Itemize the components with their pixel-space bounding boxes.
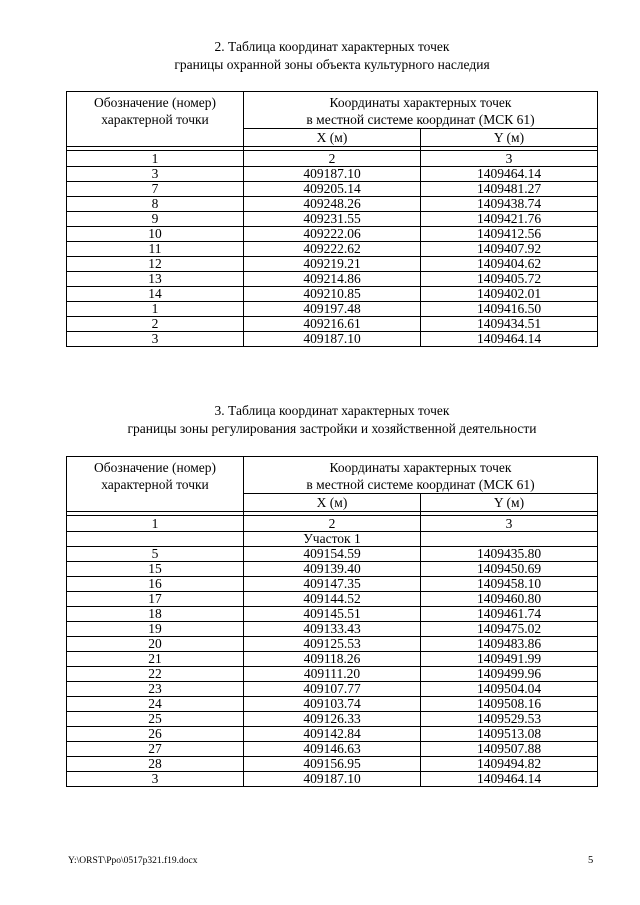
table-row — [67, 562, 598, 577]
x-coordinate-cell: 409187.10 — [244, 167, 421, 182]
header-coords-line2: в местной системе координат (МСК 61) — [306, 477, 535, 492]
table3-caption — [66, 402, 598, 438]
point-number-cell: 3 — [67, 772, 244, 787]
table-row — [67, 547, 598, 562]
y-coordinate-cell: 1409404.62 — [421, 257, 598, 272]
x-coordinate-cell: 409187.10 — [244, 332, 421, 347]
table3-section-row — [67, 532, 598, 547]
x-coordinate-cell: 409210.85 — [244, 287, 421, 302]
y-coordinate-cell: 1409529.53 — [421, 712, 598, 727]
x-coordinate-cell: 409107.77 — [244, 682, 421, 697]
x-coordinate-cell: 409146.63 — [244, 742, 421, 757]
numbering-cell: 3 — [421, 151, 598, 167]
point-number-cell: 24 — [67, 697, 244, 712]
table-row — [67, 317, 598, 332]
table-row — [67, 607, 598, 622]
point-number-cell: 3 — [67, 167, 244, 182]
point-number-cell: 26 — [67, 727, 244, 742]
y-coordinate-cell: 1409435.80 — [421, 547, 598, 562]
table2-caption-line1: 2. Таблица координат характерных точек — [214, 39, 450, 54]
header-col1-line1: Обозначение (номер) — [94, 460, 216, 475]
table-row — [67, 287, 598, 302]
table3-header-coordinates — [244, 457, 598, 494]
point-number-cell: 27 — [67, 742, 244, 757]
table-row — [67, 697, 598, 712]
x-coordinate-cell: 409145.51 — [244, 607, 421, 622]
table2-header-x: X (м) — [244, 129, 421, 147]
numbering-cell: 2 — [244, 516, 421, 532]
y-coordinate-cell: 1409508.16 — [421, 697, 598, 712]
numbering-cell: 2 — [244, 151, 421, 167]
point-number-cell: 2 — [67, 317, 244, 332]
table-row — [67, 242, 598, 257]
x-coordinate-cell: 409222.62 — [244, 242, 421, 257]
header-coords-line2: в местной системе координат (МСК 61) — [306, 112, 535, 127]
point-number-cell: 8 — [67, 197, 244, 212]
table-row — [67, 592, 598, 607]
table2-header-point-designation — [67, 92, 244, 147]
y-coordinate-cell: 1409507.88 — [421, 742, 598, 757]
table3-header-x: X (м) — [244, 494, 421, 512]
point-number-cell: 5 — [67, 547, 244, 562]
point-number-cell: 7 — [67, 182, 244, 197]
x-coordinate-cell: 409144.52 — [244, 592, 421, 607]
footer-page-number: 5 — [588, 855, 594, 866]
y-coordinate-cell: 1409402.01 — [421, 287, 598, 302]
x-coordinate-cell: 409214.86 — [244, 272, 421, 287]
section-empty-cell — [67, 532, 244, 547]
x-coordinate-cell: 409147.35 — [244, 577, 421, 592]
x-coordinate-cell: 409248.26 — [244, 197, 421, 212]
footer-file-path: Y:\ORST\Ppo\0517p321.f19.docx — [68, 856, 198, 866]
header-coords-line1: Координаты характерных точек — [329, 460, 512, 475]
point-number-cell: 20 — [67, 637, 244, 652]
point-number-cell: 23 — [67, 682, 244, 697]
y-coordinate-cell: 1409407.92 — [421, 242, 598, 257]
x-coordinate-cell: 409205.14 — [244, 182, 421, 197]
x-coordinate-cell: 409103.74 — [244, 697, 421, 712]
table-row — [67, 682, 598, 697]
point-number-cell: 3 — [67, 332, 244, 347]
numbering-cell: 1 — [67, 516, 244, 532]
table-row — [67, 772, 598, 787]
x-coordinate-cell: 409118.26 — [244, 652, 421, 667]
point-number-cell: 21 — [67, 652, 244, 667]
x-coordinate-cell: 409197.48 — [244, 302, 421, 317]
table3-header-y: Y (м) — [421, 494, 598, 512]
table-row — [67, 637, 598, 652]
y-coordinate-cell: 1409450.69 — [421, 562, 598, 577]
y-coordinate-cell: 1409461.74 — [421, 607, 598, 622]
y-coordinate-cell: 1409421.76 — [421, 212, 598, 227]
section-label: Участок 1 — [244, 532, 421, 547]
header-coords-line1: Координаты характерных точек — [329, 95, 512, 110]
y-coordinate-cell: 1409434.51 — [421, 317, 598, 332]
x-coordinate-cell: 409222.06 — [244, 227, 421, 242]
table2-numbering-row — [67, 151, 598, 167]
table-row — [67, 727, 598, 742]
table-row — [67, 302, 598, 317]
y-coordinate-cell: 1409504.04 — [421, 682, 598, 697]
table-row — [67, 332, 598, 347]
y-coordinate-cell: 1409483.86 — [421, 637, 598, 652]
point-number-cell: 22 — [67, 667, 244, 682]
y-coordinate-cell: 1409416.50 — [421, 302, 598, 317]
table-row — [67, 182, 598, 197]
header-col1-line2: характерной точки — [101, 112, 209, 127]
table2-caption-line2: границы охранной зоны объекта культурного наследия — [174, 57, 490, 72]
y-coordinate-cell: 1409438.74 — [421, 197, 598, 212]
x-coordinate-cell: 409139.40 — [244, 562, 421, 577]
table-row — [67, 167, 598, 182]
point-number-cell: 28 — [67, 757, 244, 772]
point-number-cell: 13 — [67, 272, 244, 287]
numbering-cell: 3 — [421, 516, 598, 532]
section-empty-cell — [421, 532, 598, 547]
y-coordinate-cell: 1409499.96 — [421, 667, 598, 682]
y-coordinate-cell: 1409460.80 — [421, 592, 598, 607]
point-number-cell: 18 — [67, 607, 244, 622]
point-number-cell: 10 — [67, 227, 244, 242]
table-row — [67, 742, 598, 757]
y-coordinate-cell: 1409491.99 — [421, 652, 598, 667]
point-number-cell: 15 — [67, 562, 244, 577]
numbering-cell: 1 — [67, 151, 244, 167]
table-row — [67, 212, 598, 227]
y-coordinate-cell: 1409464.14 — [421, 332, 598, 347]
table2-caption — [66, 38, 598, 74]
table-row — [67, 667, 598, 682]
point-number-cell: 19 — [67, 622, 244, 637]
header-col1-line1: Обозначение (номер) — [94, 95, 216, 110]
y-coordinate-cell: 1409494.82 — [421, 757, 598, 772]
y-coordinate-cell: 1409464.14 — [421, 772, 598, 787]
x-coordinate-cell: 409133.43 — [244, 622, 421, 637]
table-row — [67, 257, 598, 272]
x-coordinate-cell: 409231.55 — [244, 212, 421, 227]
x-coordinate-cell: 409216.61 — [244, 317, 421, 332]
table2-header-coordinates — [244, 92, 598, 129]
point-number-cell: 25 — [67, 712, 244, 727]
point-number-cell: 12 — [67, 257, 244, 272]
x-coordinate-cell: 409111.20 — [244, 667, 421, 682]
y-coordinate-cell: 1409458.10 — [421, 577, 598, 592]
point-number-cell: 14 — [67, 287, 244, 302]
table3-caption-line2: границы зоны регулирования застройки и хозяйственной деятельности — [127, 421, 537, 436]
table3-coordinates — [66, 456, 598, 787]
table-row — [67, 197, 598, 212]
x-coordinate-cell: 409126.33 — [244, 712, 421, 727]
point-number-cell: 1 — [67, 302, 244, 317]
x-coordinate-cell: 409156.95 — [244, 757, 421, 772]
table-row — [67, 757, 598, 772]
point-number-cell: 16 — [67, 577, 244, 592]
table-row — [67, 622, 598, 637]
x-coordinate-cell: 409154.59 — [244, 547, 421, 562]
header-col1-line2: характерной точки — [101, 477, 209, 492]
table2-coordinates — [66, 91, 598, 347]
x-coordinate-cell: 409219.21 — [244, 257, 421, 272]
y-coordinate-cell: 1409464.14 — [421, 167, 598, 182]
y-coordinate-cell: 1409513.08 — [421, 727, 598, 742]
table-row — [67, 712, 598, 727]
point-number-cell: 9 — [67, 212, 244, 227]
table-row — [67, 227, 598, 242]
point-number-cell: 17 — [67, 592, 244, 607]
x-coordinate-cell: 409187.10 — [244, 772, 421, 787]
point-number-cell: 11 — [67, 242, 244, 257]
table3-header-point-designation — [67, 457, 244, 512]
table3-numbering-row — [67, 516, 598, 532]
x-coordinate-cell: 409125.53 — [244, 637, 421, 652]
y-coordinate-cell: 1409481.27 — [421, 182, 598, 197]
table2-header-y: Y (м) — [421, 129, 598, 147]
table-row — [67, 652, 598, 667]
x-coordinate-cell: 409142.84 — [244, 727, 421, 742]
table-row — [67, 272, 598, 287]
y-coordinate-cell: 1409475.02 — [421, 622, 598, 637]
table-row — [67, 577, 598, 592]
y-coordinate-cell: 1409412.56 — [421, 227, 598, 242]
y-coordinate-cell: 1409405.72 — [421, 272, 598, 287]
table3-caption-line1: 3. Таблица координат характерных точек — [214, 403, 450, 418]
